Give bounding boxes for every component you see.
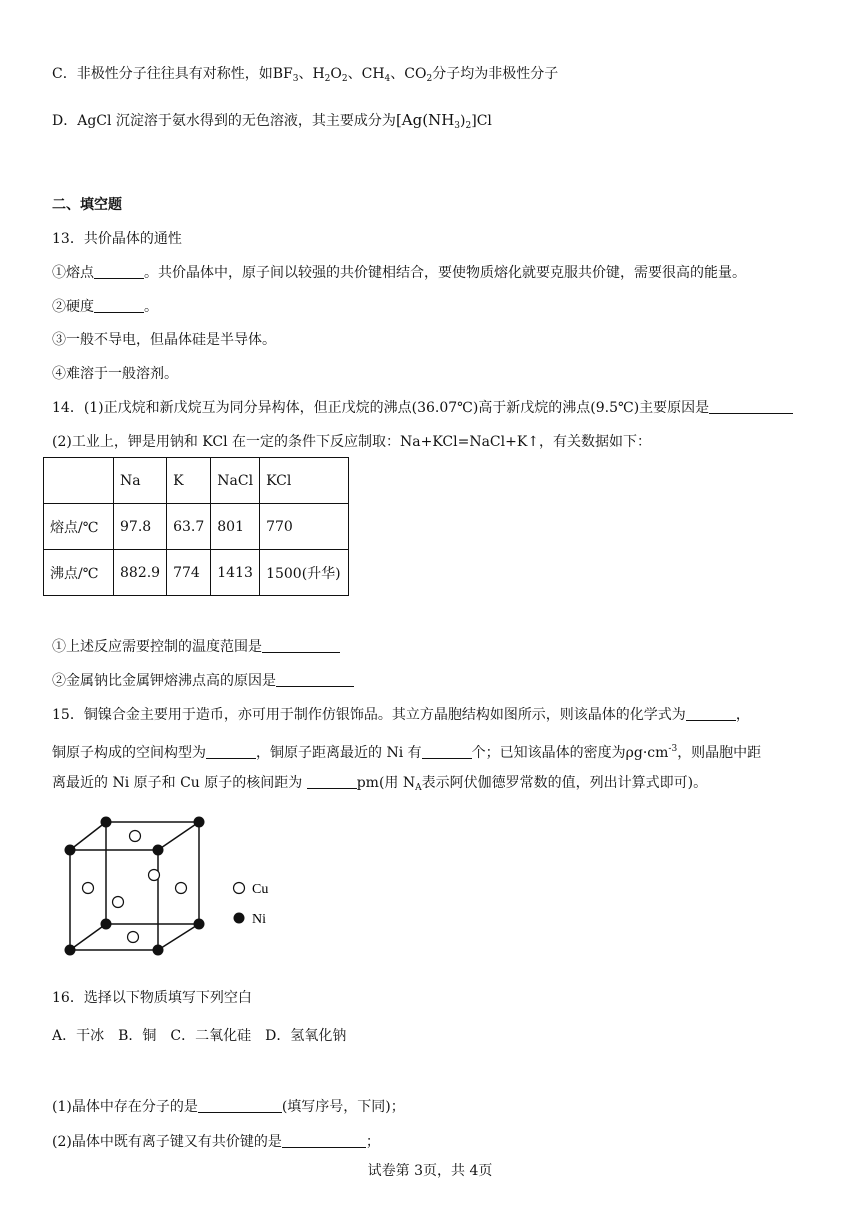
page-footer: 试卷第 3页，共 4页 [367,1163,493,1179]
section-title: 二、填空题 [52,197,122,213]
data-table [43,457,349,596]
table-header-row [44,458,349,504]
q14-part2: (2)工业上，钾是用钠和 KCl 在一定的条件下反应制取：Na+KCl=NaCl+K↑，有关数据如下： [52,434,652,450]
unit-cell-figure [58,812,288,962]
table-row [44,504,349,550]
q13-item-3: ③一般不导电，但晶体硅是半导体。 [52,332,276,348]
q13-item-4: ④难溶于一般溶剂。 [52,366,178,382]
q13-item-2: ②硬度 。 [52,299,158,315]
table-cell: 770 [260,504,349,550]
legend-cu-label: Cu [252,882,269,897]
table-cell: 熔点/℃ [44,504,114,550]
table-cell: 774 [167,550,211,596]
q12-option-c: C．非极性分子往往具有对称性，如$BF_3$、$H_2O_2$、$CH_4$、$CO_2$分子均为非极性分子 [52,66,559,84]
table-cell: KCl [260,458,349,504]
table-cell: 882.9 [114,550,167,596]
table-cell: 1413 [211,550,260,596]
legend-ni-label: Ni [252,912,266,927]
q15-line1: 15．铜镍合金主要用于造币，亦可用于制作仿银饰品。其立方晶胞结构如图所示，则该晶体的化学式为 ， [52,707,750,723]
q16-sub2: (2)晶体中既有离子键又有共价键的是 ； [52,1134,380,1150]
table-cell [44,458,114,504]
legend-ni-marker [234,913,245,924]
q13-item-1: ①熔点 。共价晶体中，原子间以较强的共价键相结合，要使物质熔化就要克服共价键，需要很高的能量。 [52,265,746,281]
q14-sub2: ②金属钠比金属钾熔沸点高的原因是 [52,671,354,691]
q13-title: 13．共价晶体的通性 [52,231,182,247]
table-cell: NaCl [211,458,260,504]
table-cell: 97.8 [114,504,167,550]
q16-title: 16．选择以下物质填写下列空白 [52,990,252,1006]
q12-option-d: D．AgCl 沉淀溶于氨水得到的无色溶液，其主要成分为$[Ag(NH_3)_2]Cl$ [52,111,492,131]
cu-atoms [83,831,187,943]
q15-line3: 离最近的 Ni 原子和 Cu 原子的核间距为 pm(用 $N_A$表示阿伏伽德罗常数的值，列出计算式即可)。 [52,775,708,793]
q14-sub1: ①上述反应需要控制的温度范围是 [52,637,340,657]
q15-line2: 铜原子构成的空间构型为 ，铜原子距离最近的 Ni 有 个；已知该晶体的密度为$\rho g\cdot cm^{-3}$，则晶胞中距 [52,744,762,761]
table-cell: 801 [211,504,260,550]
table-cell: 63.7 [167,504,211,550]
table-cell: Na [114,458,167,504]
q16-options: A．干冰 B．铜 C．二氧化硅 D．氢氧化钠 [52,1028,347,1044]
table-cell: K [167,458,211,504]
table-cell: 1500(升华) [260,550,349,596]
q14-part1: 14．(1)正戊烷和新戊烷互为同分异构体，但正戊烷的沸点(36.07℃)高于新戊烷的沸点(9.5℃)主要原因是 [52,398,793,418]
table-cell: 沸点/℃ [44,550,114,596]
q16-sub1: (1)晶体中存在分子的是 (填写序号，下同)； [52,1099,405,1115]
legend-cu-marker [234,883,245,894]
table-row [44,550,349,596]
